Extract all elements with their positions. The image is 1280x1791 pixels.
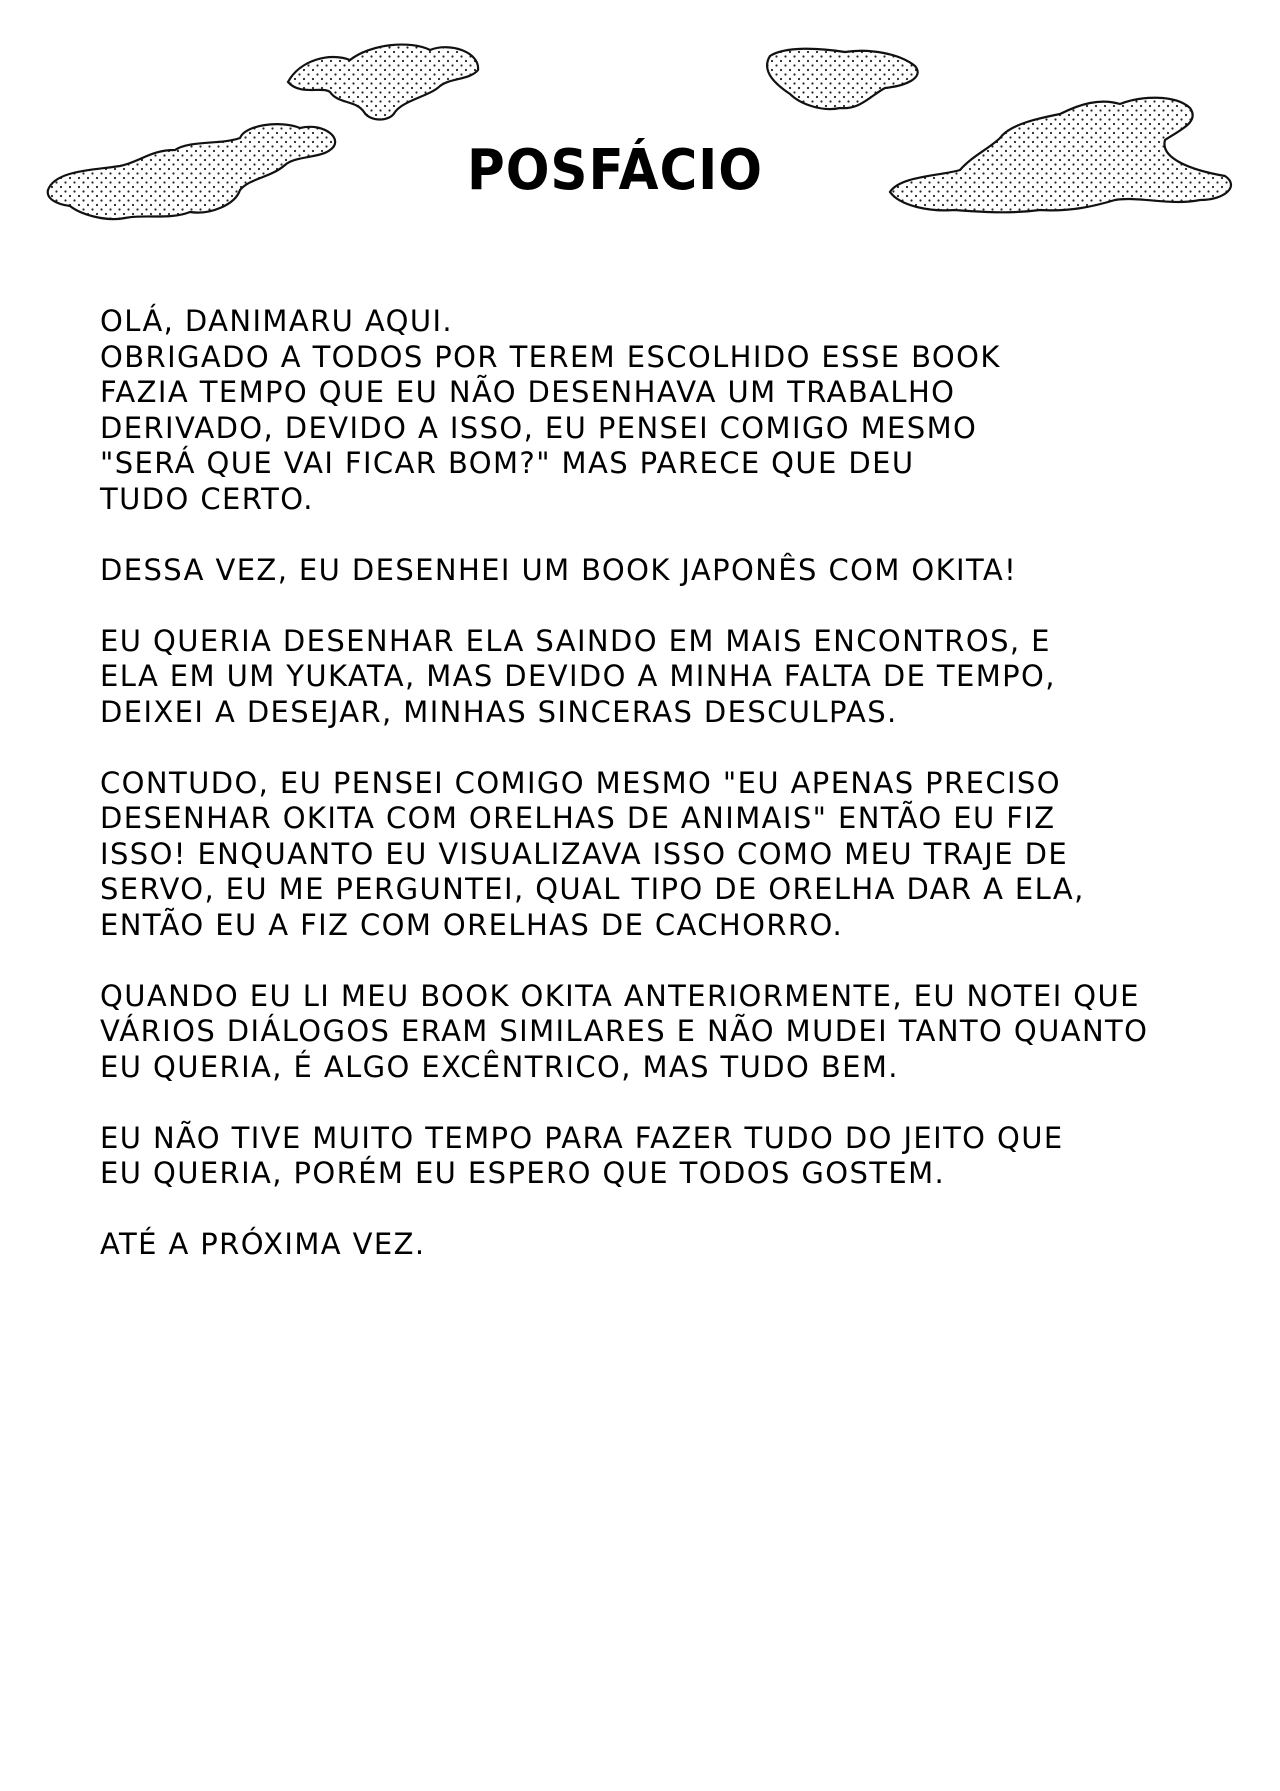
paragraph-3 bbox=[100, 624, 1200, 731]
text-line: SERVO, EU ME PERGUNTEI, QUAL TIPO DE ORELHA DAR A ELA, bbox=[100, 872, 1085, 906]
decorative-clouds bbox=[0, 0, 1280, 260]
text-line: VÁRIOS DIÁLOGOS ERAM SIMILARES E NÃO MUDEI TANTO QUANTO bbox=[100, 1014, 1149, 1048]
text-line: ATÉ A PRÓXIMA VEZ. bbox=[100, 1227, 426, 1261]
paragraph-1 bbox=[100, 304, 1200, 517]
text-line: DESENHAR OKITA COM ORELHAS DE ANIMAIS" ENTÃO EU FIZ bbox=[100, 801, 1056, 835]
text-line: OBRIGADO A TODOS POR TEREM ESCOLHIDO ESSE BOOK bbox=[100, 339, 1001, 374]
afterword-text bbox=[100, 304, 1200, 1298]
paragraph-5 bbox=[100, 979, 1200, 1086]
text-line: DEIXEI A DESEJAR, MINHAS SINCERAS DESCULPAS. bbox=[100, 694, 898, 729]
text-line: EU QUERIA, PORÉM EU ESPERO QUE TODOS GOSTEM. bbox=[100, 1156, 946, 1190]
page-title: POSFÁCIO bbox=[467, 138, 763, 203]
text-line: DERIVADO, DEVIDO A ISSO, EU PENSEI COMIGO MESMO bbox=[100, 410, 978, 445]
text-line: EU QUERIA DESENHAR ELA SAINDO EM MAIS ENCONTROS, E bbox=[100, 623, 1051, 658]
text-line: QUANDO EU LI MEU BOOK OKITA ANTERIORMENTE, EU NOTEI QUE bbox=[100, 978, 1140, 1013]
paragraph-2 bbox=[100, 553, 1200, 589]
text-line: "SERÁ QUE VAI FICAR BOM?" MAS PARECE QUE DEU bbox=[100, 446, 915, 480]
text-line: EU NÃO TIVE MUITO TEMPO PARA FAZER TUDO DO JEITO QUE bbox=[100, 1120, 1064, 1155]
text-line: DESSA VEZ, EU DESENHEI UM BOOK JAPONÊS COM OKITA! bbox=[100, 552, 1018, 587]
cloud-top-right bbox=[767, 49, 918, 109]
text-line: OLÁ, DANIMARU AQUI. bbox=[100, 304, 454, 338]
text-line: TUDO CERTO. bbox=[100, 481, 314, 516]
text-line: FAZIA TEMPO QUE EU NÃO DESENHAVA UM TRABALHO bbox=[100, 375, 956, 409]
text-line: ELA EM UM YUKATA, MAS DEVIDO A MINHA FALTA DE TEMPO, bbox=[100, 659, 1056, 693]
text-line: ISSO! ENQUANTO EU VISUALIZAVA ISSO COMO MEU TRAJE DE bbox=[100, 836, 1069, 871]
text-line: CONTUDO, EU PENSEI COMIGO MESMO "EU APENAS PRECISO bbox=[100, 765, 1061, 800]
text-line: ENTÃO EU A FIZ COM ORELHAS DE CACHORRO. bbox=[100, 907, 844, 942]
paragraph-4 bbox=[100, 766, 1200, 944]
text-line: EU QUERIA, É ALGO EXCÊNTRICO, MAS TUDO BEM. bbox=[100, 1049, 899, 1084]
paragraph-6 bbox=[100, 1121, 1200, 1192]
cloud-top-center bbox=[288, 45, 478, 120]
paragraph-7 bbox=[100, 1227, 1200, 1263]
